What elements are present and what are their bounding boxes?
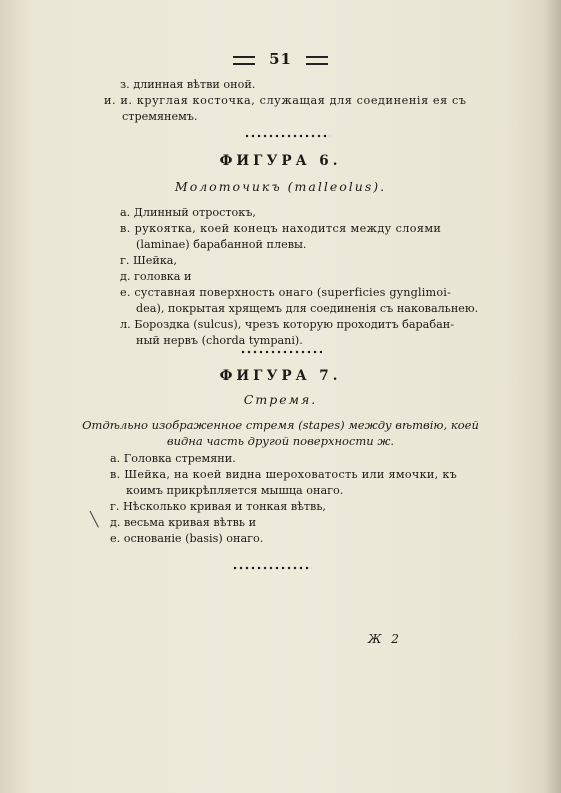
figure7-item: а. Головка стремяни.	[110, 452, 236, 465]
text-line: и. и. круглая косточка, служащая для соединенія ея съ	[104, 94, 467, 107]
figure6-item: ный нервъ (chorda tympani).	[136, 334, 303, 347]
section-divider	[240, 350, 322, 358]
printer-signature: Ж 2	[368, 632, 402, 646]
figure7-heading: ФИГУРА 7.	[219, 368, 342, 384]
figure7-item: в. Шейка, на коей видна шероховатость или ямочки, къ	[110, 468, 458, 481]
figure6-subtitle: Молоточикъ (malleolus).	[174, 179, 387, 194]
figure6-item: д. головка и	[120, 270, 192, 283]
section-divider	[232, 566, 312, 574]
figure7-intro-line: видна часть другой поверхности ж.	[166, 434, 395, 448]
figure6-item: (laminae) барабанной плевы.	[136, 238, 307, 251]
figure6-item: л. Бороздка (sulcus), чрезъ которую проходитъ барабан-	[120, 318, 454, 331]
figure6-heading: ФИГУРА 6.	[219, 153, 342, 169]
margin-mark: ╲	[90, 512, 99, 528]
figure7-item: коимъ прикрѣпляется мышца онаго.	[126, 484, 344, 497]
ornament-left	[233, 56, 255, 65]
figure7-item: г. Нѣсколько кривая и тонкая вѣтвь,	[110, 500, 326, 513]
page-number-row	[0, 50, 561, 68]
figure6-item: г. Шейка,	[120, 254, 178, 267]
figure7-item: д. весьма кривая вѣтвь и	[110, 516, 257, 529]
figure6-item: dea), покрытая хрящемъ для соединенія съ наковальнею.	[136, 302, 479, 315]
figure6-item: е. суставная поверхность онаго (superficies gynglimoi-	[120, 286, 452, 299]
ornament-right	[306, 56, 328, 65]
figure6-item: в. рукоятка, коей конецъ находится между слоями	[120, 222, 442, 235]
figure6-item: а. Длинный отростокъ,	[120, 206, 256, 219]
figure7-intro-line: Отдѣльно изображенное стремя (stapes) между вѣтвію, коей	[82, 418, 479, 432]
figure7-subtitle: Стремя.	[243, 392, 318, 407]
text-line: стремянемъ.	[122, 110, 198, 123]
page-number: 51	[269, 50, 292, 68]
text-line: з. длинная вѣтви оной.	[120, 78, 256, 91]
section-divider	[244, 134, 330, 142]
figure7-item: е. основаніе (basis) онаго.	[110, 532, 264, 545]
